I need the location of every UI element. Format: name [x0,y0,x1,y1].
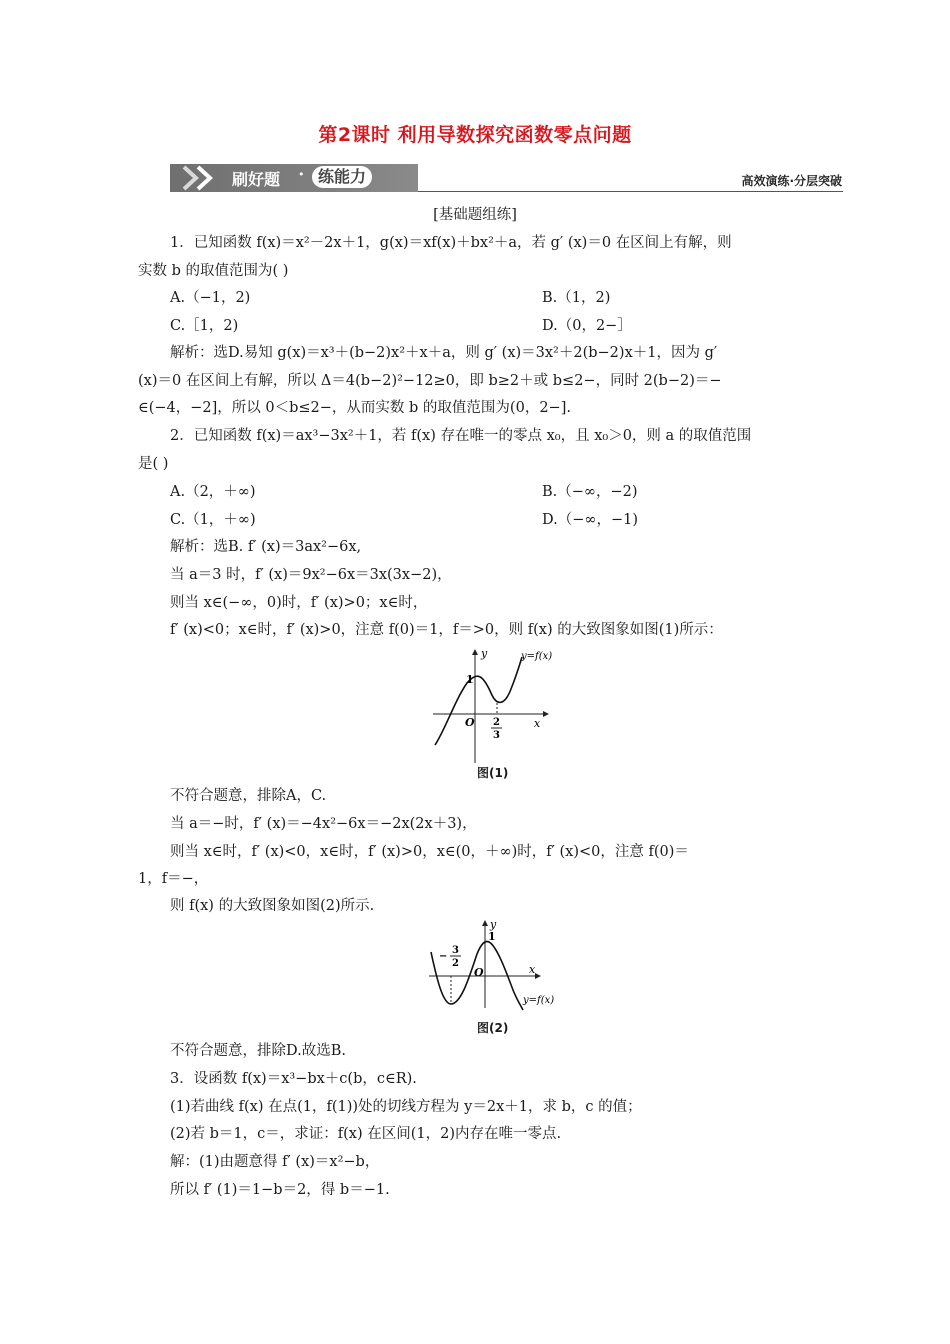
fig2-x-arrow-icon [535,973,541,979]
q2-option-c: C.（1，＋∞) [170,512,256,528]
section-banner [170,164,418,192]
fig2-y-label: y [490,918,497,931]
q1-option-d: D.（0，2−］ [542,318,632,334]
fig1-origin-label: O [465,716,475,729]
double-chevron-icon [174,164,234,192]
q3-stem-line2: (1)若曲线 f(x) 在点(1，f(1))处的切线方程为 y＝2x＋1，求 b，c 的值； [170,1099,642,1115]
q1-solution-line1: 解析：选D.易知 g(x)＝x³＋(b−2)x²＋x＋a，则 g′ (x)＝3x²＋2(b−2)x＋1，因为 g′ [170,345,718,361]
banner-left-label: 刷好题 [232,170,281,189]
q2-solution-line9: 则 f(x) 的大致图象如图(2)所示. [170,898,375,914]
fig2-y-arrow-icon [482,920,488,926]
q2-option-d: D.（−∞，−1) [542,512,638,528]
q1-option-b: B.（1，2) [542,290,611,306]
q2-option-b: B.（−∞，−2) [542,484,638,500]
banner-right-label: 高效演练·分层突破 [741,174,842,188]
q2-stem-line2: 是( ) [138,456,169,472]
fig1-one-label: 1 [466,673,474,686]
fig1-x-arrow-icon [543,711,549,717]
q2-solution-line5: 不符合题意，排除A，C. [170,788,327,804]
fig1-frac-num: 2 [493,717,500,728]
banner-dot: • [298,168,305,181]
fig1-frac-den: 3 [493,730,500,741]
q3-solution-line2: 所以 f′ (1)＝1−b＝2，得 b＝−1. [170,1182,390,1198]
q2-option-a: A.（2，＋∞) [170,484,256,500]
q1-stem-line2: 实数 b 的取值范围为( ) [138,263,289,279]
q1-stem-line1: 1．已知函数 f(x)＝x²－2x＋1，g(x)＝xf(x)＋bx²＋a，若 g′ (x)＝0 在区间上有解，则 [170,235,732,251]
q2-solution-line8: 1，f＝−， [138,871,209,887]
q1-solution-line2: (x)＝0 在区间上有解，所以 Δ＝4(b−2)²−12≥0，即 b≥2＋或 b≤2−，同时 2(b−2)＝− [138,373,722,389]
q2-solution-line6: 当 a＝−时，f′ (x)＝−4x²−6x＝−2x(2x＋3)， [170,816,477,832]
q3-stem-line1: 3．设函数 f(x)＝x³−bx＋c(b，c∈R). [170,1071,417,1087]
fig2-curve-label: y=f(x) [523,995,555,1006]
fig1-curve-label: y=f(x) [521,651,553,662]
fig2-one-label: 1 [488,930,496,943]
q3-solution-line1: 解：(1)由题意得 f′ (x)＝x²−b， [170,1154,380,1170]
q1-option-c: C.［1，2) [170,318,239,334]
fig2-origin-label: O [474,966,484,979]
fig2-frac-den: 2 [452,958,459,969]
fig1-y-arrow-icon [472,649,478,655]
q2-solution-line7: 则当 x∈时，f′ (x)<0，x∈时，f′ (x)>0，x∈(0，＋∞)时，f′ (x)<0，注意 f(0)＝ [170,844,689,860]
q2-solution-line2: 当 a＝3 时，f′ (x)＝9x²−6x＝3x(3x−2)， [170,567,452,583]
q2-stem-line1: 2．已知函数 f(x)＝ax³−3x²＋1，若 f(x) 存在唯一的零点 x₀，且 x₀＞0，则 a 的取值范围 [170,428,752,444]
fig1-caption: 图(1) [477,766,509,780]
q3-stem-line3: (2)若 b＝1，c＝，求证：f(x) 在区间(1，2)内存在唯一零点. [170,1126,562,1142]
figure-2 [425,918,565,1023]
q2-solution-line10: 不符合题意，排除D.故选B. [170,1043,346,1059]
figure-1 [425,645,555,775]
q1-solution-line3: ∈(−4，−2]，所以 0＜b≤2−，从而实数 b 的取值范围为(0，2−]. [138,400,571,416]
q2-solution-line4: f′ (x)<0；x∈时，f′ (x)>0，注意 f(0)＝1，f＝>0，则 f(x) 的大致图象如图(1)所示： [170,622,723,638]
fig1-x-label: x [534,717,541,730]
fig2-neg-sign: − [439,951,448,962]
fig1-y-label: y [481,647,488,660]
page-title: 第2课时 利用导数探究函数零点问题 [318,124,632,146]
fig2-caption: 图(2) [477,1021,509,1035]
banner-rule [418,191,843,192]
fig2-frac-num: 3 [452,945,459,956]
q2-solution-line3: 则当 x∈(−∞，0)时，f′ (x)>0；x∈时， [170,595,428,611]
section-label: [基础题组练] [433,207,517,223]
fig2-x-label: x [529,963,536,976]
banner-pill-label: 练能力 [312,166,372,188]
fig1-curve [435,657,522,745]
q2-solution-line1: 解析：选B. f′ (x)＝3ax²−6x, [170,539,362,555]
q1-option-a: A.（−1，2) [170,290,251,306]
